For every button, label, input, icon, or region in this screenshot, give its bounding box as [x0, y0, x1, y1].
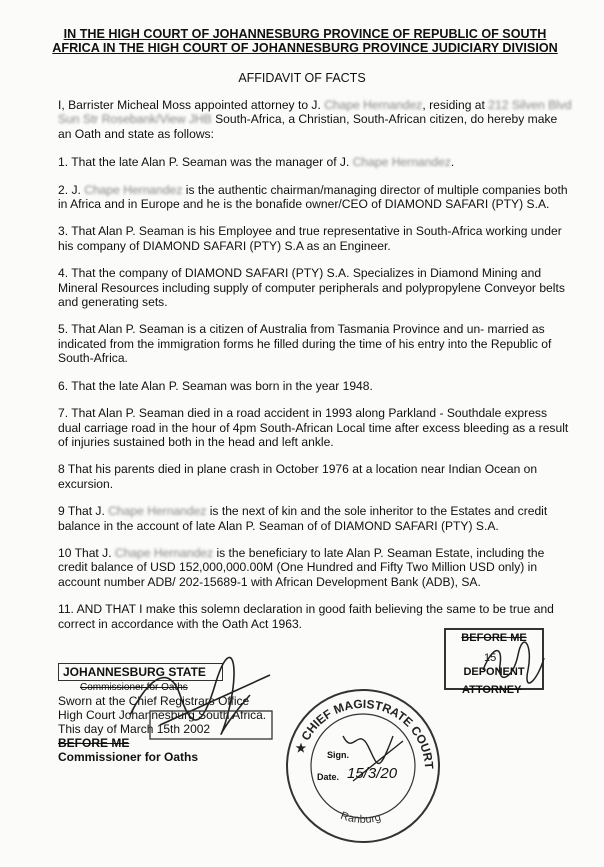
before-me-label: BEFORE ME: [58, 736, 130, 750]
paragraph-text: 8 That his parents died in plane crash in October 1976 at a location near Indian Ocean on excursion.: [58, 462, 538, 491]
paragraph-9: [58, 504, 573, 533]
heading-line-1: IN THE HIGH COURT OF JOHANNESBURG PROVINCE OF REPUBLIC OF SOUTH: [63, 27, 547, 41]
paragraph-text-cont: .: [450, 155, 455, 170]
paragraph-text: 6. That the late Alan P. Seaman was born in the year 1948.: [58, 378, 373, 393]
seal-date-value: 15/3/20: [347, 765, 398, 782]
commissioner-signature: [120, 655, 280, 745]
paragraph-text: 11. AND THAT I make this solemn declaration in good faith believing: [58, 602, 427, 617]
paragraph-1: [58, 155, 573, 169]
seal-ring-text: ★ CHIEF MAGISTRATE COURT: [292, 696, 437, 770]
paragraph-2: [58, 183, 573, 212]
paragraph-11: [58, 602, 573, 631]
seal-sign-label: Sign.: [327, 750, 349, 760]
seal-date-label: Date.: [317, 772, 340, 782]
deponent-label: DEPONENT: [463, 666, 525, 678]
paragraph-text-cont: is the authentic chairman/managing director of multiple companies both in Africa and in Europe and he is the bonafide owner/CEO of DIAMOND SAFARI (PTY) S.A.: [58, 182, 568, 212]
date-line: This day of March 15th 2002: [58, 722, 211, 736]
intro-text-d: South-Africa, a Christian, South-African citizen, do hereby make an Oath and state as follows:: [58, 112, 558, 141]
paragraph-3: [58, 224, 573, 253]
paragraph-text: 3. That Alan P. Seaman is his Employee and true representative in South-Africa working under his company of DIAMOND SAFARI (PTY) S.A as an Engineer.: [58, 224, 562, 253]
redacted-name: Chape Hernandez: [114, 545, 214, 560]
redacted-name: Chape Hernandez: [324, 98, 423, 112]
paragraph-8: [58, 462, 573, 491]
numbered-paragraphs: [58, 155, 573, 631]
paragraph-6: [58, 379, 573, 393]
paragraph-text-cont: the same to be true and correct in accordance with the Oath Act 1963.: [58, 602, 554, 631]
redacted-address-number: 212: [488, 98, 509, 112]
paragraph-text: 7. That Alan P. Seaman died in a road accident in 1993 along Parkland - Southdale express dual carriage road in the hour of 4pm South-African Local time after excess bleeding as a result of injuries sustained both in the head and left ankle.: [58, 406, 569, 449]
court-line: High Court Johannesburg South Africa.: [58, 708, 267, 722]
deponent-signature: [478, 640, 548, 685]
paragraph-text: 4. That the company of DIAMOND SAFARI (PTY) S.A. Specializes in Diamond Mining and Mineral Resources including supply of computer peripherals and polypropylene Conveyor belts and generating sets.: [58, 266, 565, 310]
sworn-line: Sworn at the Chief Registrars Office: [58, 694, 250, 708]
intro-text-a: I, Barrister Micheal Moss appointed attorney to J.: [58, 98, 325, 112]
intro-paragraph: [58, 98, 573, 141]
heading-line-2: AFRICA IN THE HIGH COURT OF JOHANNESBURG PROVINCE JUDICIARY DIVISION: [52, 41, 558, 55]
state-stamp-title: JOHANNESBURG STATE: [58, 663, 223, 681]
paragraph-5: [58, 322, 573, 365]
affidavit-title: AFFIDAVIT OF FACTS: [238, 71, 366, 85]
paragraph-text: 10 That J.: [58, 545, 115, 560]
paragraph-text: 5. That Alan P. Seaman is a citizen of Australia from Tasmania Province and un- married as indicated from the immigration forms he filled during the time of his entry into the Republic of South-Africa.: [58, 322, 552, 366]
commissioner-label: Commissioner for Oaths: [58, 750, 199, 764]
deponent-stamp-top: BEFORE ME: [461, 632, 527, 644]
paragraph-text-cont: is the next of kin and the sole inheritor to the Estates and credit balance in the account of late Alan P. Seaman of of DIAMOND SAFARI (PTY) S.A.: [58, 504, 548, 533]
magistrate-court-seal: [283, 686, 443, 846]
redacted-name: Chape Hernandez: [352, 155, 451, 170]
affidavit-body: [58, 98, 573, 644]
paragraph-text-cont: is the beneficiary to late Alan P. Seaman Estate, including the credit balance of USD 152,000,000.00M (One Hundred and Fifty Two Million USD only) in account number ADB/ 202-15689-1 with African Development Bank (ADB), SA.: [58, 545, 545, 589]
attorney-label: ATTORNEY: [462, 684, 522, 696]
deponent-stamp-day: 15: [484, 652, 497, 664]
paragraph-4: [58, 266, 573, 309]
redacted-name: Chape Hernandez: [84, 182, 183, 197]
seal-bottom-text: Ranburg: [338, 809, 383, 826]
document-heading: [40, 27, 570, 55]
redacted-address-street: Silven Blvd Sun Str Rosebank/View JHB: [58, 98, 572, 127]
redacted-name: Chape Hernandez: [108, 504, 207, 519]
paragraph-text: 2. J.: [58, 182, 85, 197]
paragraph-10: [58, 546, 573, 589]
state-stamp-subtitle: Commissioner for Oaths: [80, 682, 188, 693]
intro-text-b: , residing at: [422, 98, 489, 112]
paragraph-text: 1. That the late Alan P. Seaman was the manager of J.: [58, 155, 353, 170]
paragraph-text: 9 That J.: [58, 504, 109, 519]
paragraph-7: [58, 406, 573, 449]
